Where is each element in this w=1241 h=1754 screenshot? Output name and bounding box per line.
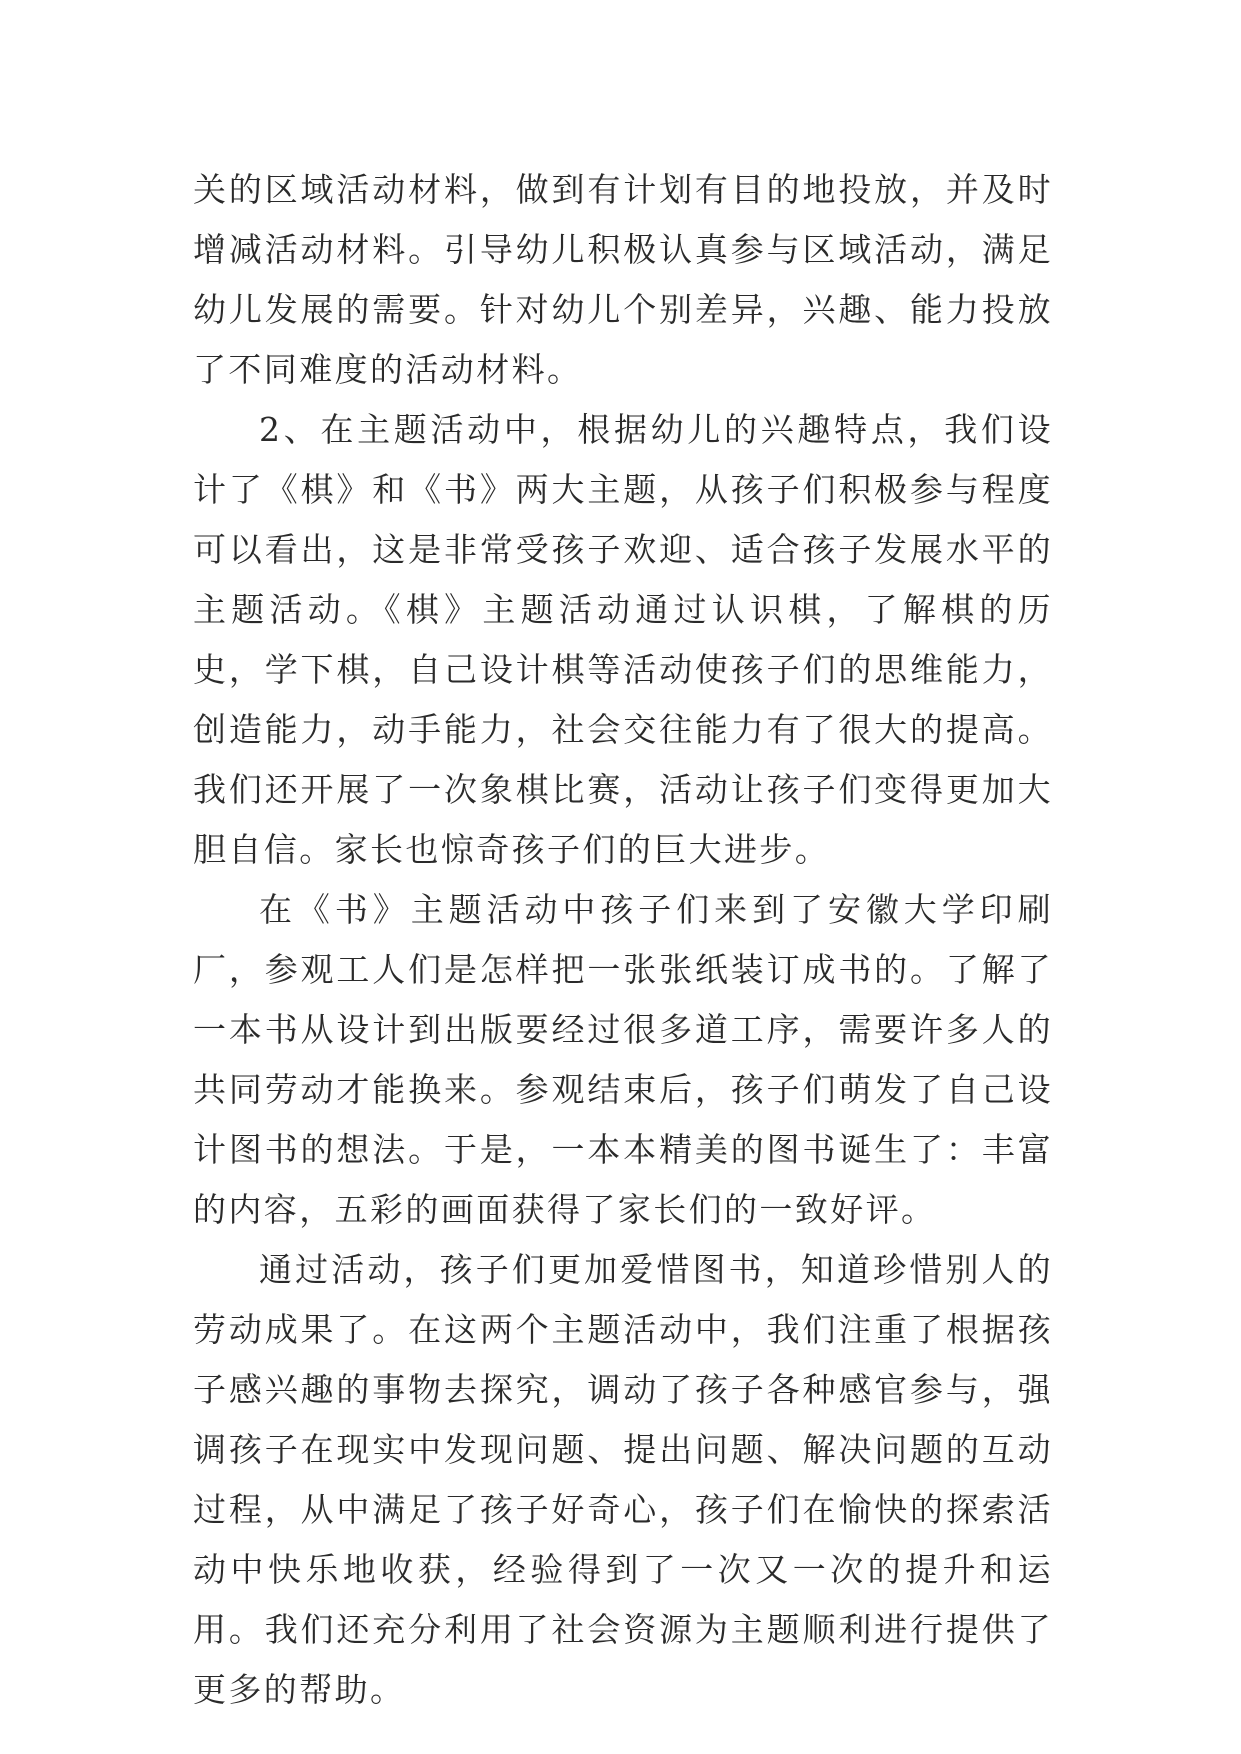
body-text	[193, 160, 1053, 1720]
paragraph-theme-activities-chess: 2、在主题活动中，根据幼儿的兴趣特点，我们设计了《棋》和《书》两大主题，从孩子们积极参与程度可以看出，这是非常受孩子欢迎、适合孩子发展水平的主题活动。《棋》主题活动通过认识棋，了解棋的历史，学下棋，自己设计棋等活动使孩子们的思维能力，创造能力，动手能力，社会交往能力有了很大的提高。我们还开展了一次象棋比赛，活动让孩子们变得更加大胆自信。家长也惊奇孩子们的巨大进步。	[193, 410, 1053, 869]
paragraph-theme-book: 在《书》主题活动中孩子们来到了安徽大学印刷厂，参观工人们是怎样把一张张纸装订成书的。了解了一本书从设计到出版要经过很多道工序，需要许多人的共同劳动才能换来。参观结束后，孩子们萌发了自己设计图书的想法。于是，一本本精美的图书诞生了：丰富的内容，五彩的画面获得了家长们的一致好评。	[193, 890, 1053, 1229]
paragraph-activity-results: 通过活动，孩子们更加爱惜图书，知道珍惜别人的劳动成果了。在这两个主题活动中，我们注重了根据孩子感兴趣的事物去探究，调动了孩子各种感官参与，强调孩子在现实中发现问题、提出问题、解决问题的互动过程，从中满足了孩子好奇心，孩子们在愉快的探索活动中快乐地收获，经验得到了一次又一次的提升和运用。我们还充分利用了社会资源为主题顺利进行提供了更多的帮助。	[193, 1250, 1053, 1709]
paragraph-area-materials: 关的区域活动材料，做到有计划有目的地投放，并及时增减活动材料。引导幼儿积极认真参与区域活动，满足幼儿发展的需要。针对幼儿个别差异，兴趣、能力投放了不同难度的活动材料。	[193, 170, 1053, 389]
